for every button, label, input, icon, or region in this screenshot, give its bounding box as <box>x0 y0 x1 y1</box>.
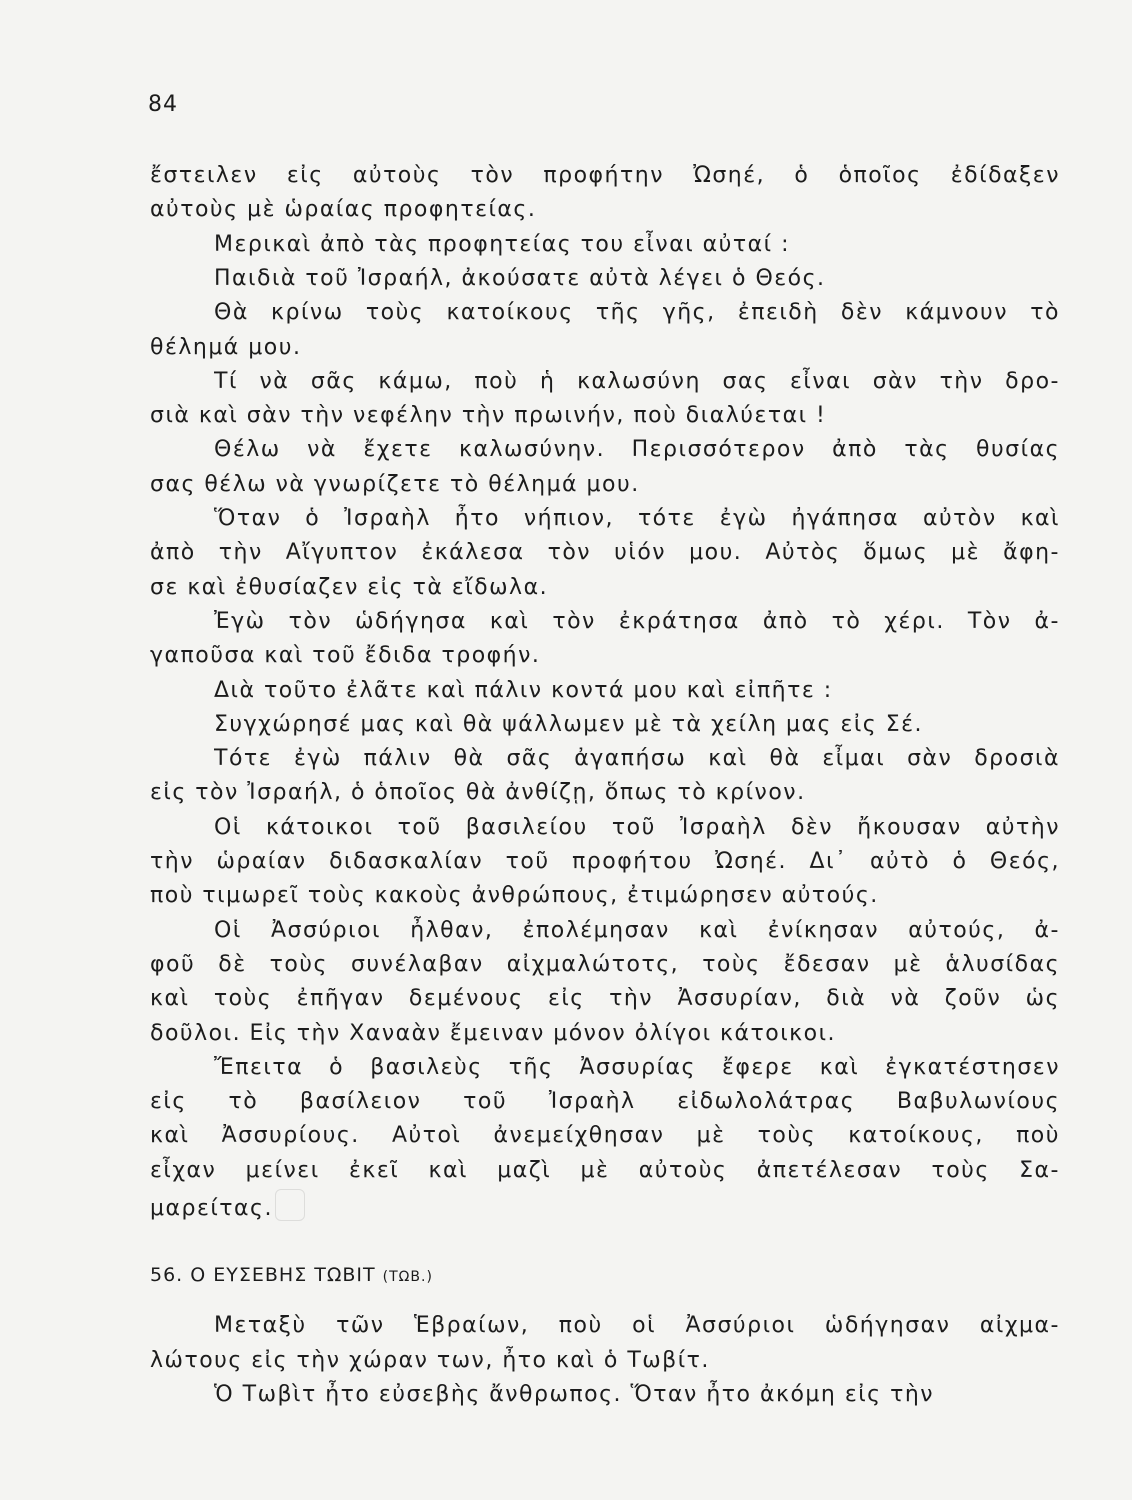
text-line: Διὰ τοῦτο ἐλᾶτε καὶ πάλιν κοντά μου καὶ εἰπῆτε : <box>214 677 833 703</box>
text-line: φοῦ δὲ τοὺς συνέλαβαν αἰχμαλώτοτς, τοὺς ἔδεσαν μὲ ἁλυσίδας <box>150 951 1060 977</box>
text-line: Τότε ἐγὼ πάλιν θὰ σᾶς ἀγαπήσω καὶ θὰ εἶμαι σὰν δροσιὰ <box>214 746 1060 772</box>
text-line: σας θέλω νὰ γνωρίζετε τὸ θέλημά μου. <box>150 471 640 497</box>
text-line: εἰς τὸν Ἰσραήλ, ὁ ὁποῖος θὰ ἀνθίζῃ, ὅπως τὸ κρίνον. <box>150 780 806 806</box>
section-heading <box>150 1264 433 1286</box>
text-line: τὴν ὡραίαν διδασκαλίαν τοῦ προφήτου Ὠσηέ. Δι᾽ αὐτὸ ὁ Θεός, <box>150 849 1060 874</box>
text-line: Συγχώρησέ μας καὶ θὰ ψάλλωμεν μὲ τὰ χείλη μας εἰς Σέ. <box>214 711 923 737</box>
text-line: ποὺ τιμωρεῖ τοὺς κακοὺς ἀνθρώπους, ἐτιμώρησεν αὐτούς. <box>150 883 879 909</box>
section-ref: (ΤΩΒ.) <box>382 1269 433 1285</box>
text-line: Ὁ Τωβὶτ ἦτο εὐσεβὴς ἄνθρωπος. Ὅταν ἦτο ἀκόμη εἰς τὴν <box>214 1382 935 1407</box>
text-line: Τί νὰ σᾶς κάμω, ποὺ ἡ καλωσύνη σας εἶναι σὰν τὴν δρο- <box>214 368 1060 394</box>
text-line: σιὰ καὶ σὰν τὴν νεφέλην τὴν πρωινήν, ποὺ διαλύεται ! <box>150 403 827 429</box>
text-line: καὶ Ἀσσυρίους. Αὐτοὶ ἀνεμείχθησαν μὲ τοὺς κατοίκους, ποὺ <box>150 1123 1060 1149</box>
text-line: Μερικαὶ ἀπὸ τὰς προφητείας του εἶναι αὐταί : <box>214 231 790 257</box>
text-line: ἀπὸ τὴν Αἴγυπτον ἐκάλεσα τὸν υἱόν μου. Αὐτὸς ὅμως μὲ ἄφη- <box>150 540 1060 566</box>
section-title: Ο ΕΥΣΕΒΗΣ ΤΩΒΙΤ <box>190 1264 376 1286</box>
text-line: εἰς τὸ βασίλειον τοῦ Ἰσραὴλ εἰδωλολάτρας Βαβυλωνίους <box>150 1089 1060 1115</box>
text-line: θέλημά μου. <box>150 334 302 360</box>
text-line: Ἐγὼ τὸν ὡδήγησα καὶ τὸν ἐκράτησα ἀπὸ τὸ χέρι. Τὸν ἀ- <box>214 608 1060 634</box>
text-line: εἶχαν μείνει ἐκεῖ καὶ μαζὶ μὲ αὐτοὺς ἀπετέλεσαν τοὺς Σα- <box>150 1157 1060 1183</box>
pencil-mark <box>275 1189 305 1221</box>
text-line: Ἔπειτα ὁ βασιλεὺς τῆς Ἀσσυρίας ἔφερε καὶ ἐγκατέστησεν <box>214 1054 1060 1080</box>
text-line: λώτους εἰς τὴν χώραν των, ἦτο καὶ ὁ Τωβίτ. <box>150 1347 710 1373</box>
text-line: καὶ τοὺς ἐπῆγαν δεμένους εἰς τὴν Ἀσσυρίαν, διὰ νὰ ζοῦν ὡς <box>150 986 1060 1012</box>
section-number: 56. <box>150 1264 184 1286</box>
text-line: δοῦλοι. Εἰς τὴν Χαναὰν ἔμειναν μόνον ὀλίγοι κάτοικοι. <box>150 1020 837 1046</box>
text-line: γαποῦσα καὶ τοῦ ἔδιδα τροφήν. <box>150 643 541 669</box>
text-line: σε καὶ ἐθυσίαζεν εἰς τὰ εἴδωλα. <box>150 574 549 600</box>
text-line: Θέλω νὰ ἔχετε καλωσύνην. Περισσότερον ἀπὸ τὰς θυσίας <box>214 437 1060 463</box>
text-line: Μεταξὺ τῶν Ἑβραίων, ποὺ οἱ Ἀσσύριοι ὡδήγησαν αἰχμα- <box>214 1313 1060 1338</box>
text-line: ἔστειλεν εἰς αὐτοὺς τὸν προφήτην Ὠσηέ, ὁ ὁποῖος ἐδίδαξεν <box>150 163 1060 188</box>
text-line: Ὅταν ὁ Ἰσραὴλ ἦτο νήπιον, τότε ἐγὼ ἠγάπησα αὐτὸν καὶ <box>214 506 1060 531</box>
text-line: αὐτοὺς μὲ ὡραίας προφητείας. <box>150 197 537 223</box>
text-line: Θὰ κρίνω τοὺς κατοίκους τῆς γῆς, ἐπειδὴ δὲν κάμνουν τὸ <box>214 300 1060 326</box>
page-number: 84 <box>148 92 178 117</box>
text-line: μαρείτας. <box>150 1189 1060 1223</box>
text-line: Οἱ κάτοικοι τοῦ βασιλείου τοῦ Ἰσραὴλ δὲν ἤκουσαν αὐτὴν <box>214 814 1060 840</box>
text-line: Οἱ Ἀσσύριοι ἦλθαν, ἐπολέμησαν καὶ ἐνίκησαν αὐτούς, ἀ- <box>214 917 1060 943</box>
text-line: Παιδιὰ τοῦ Ἰσραήλ, ἀκούσατε αὐτὰ λέγει ὁ Θεός. <box>214 265 826 291</box>
